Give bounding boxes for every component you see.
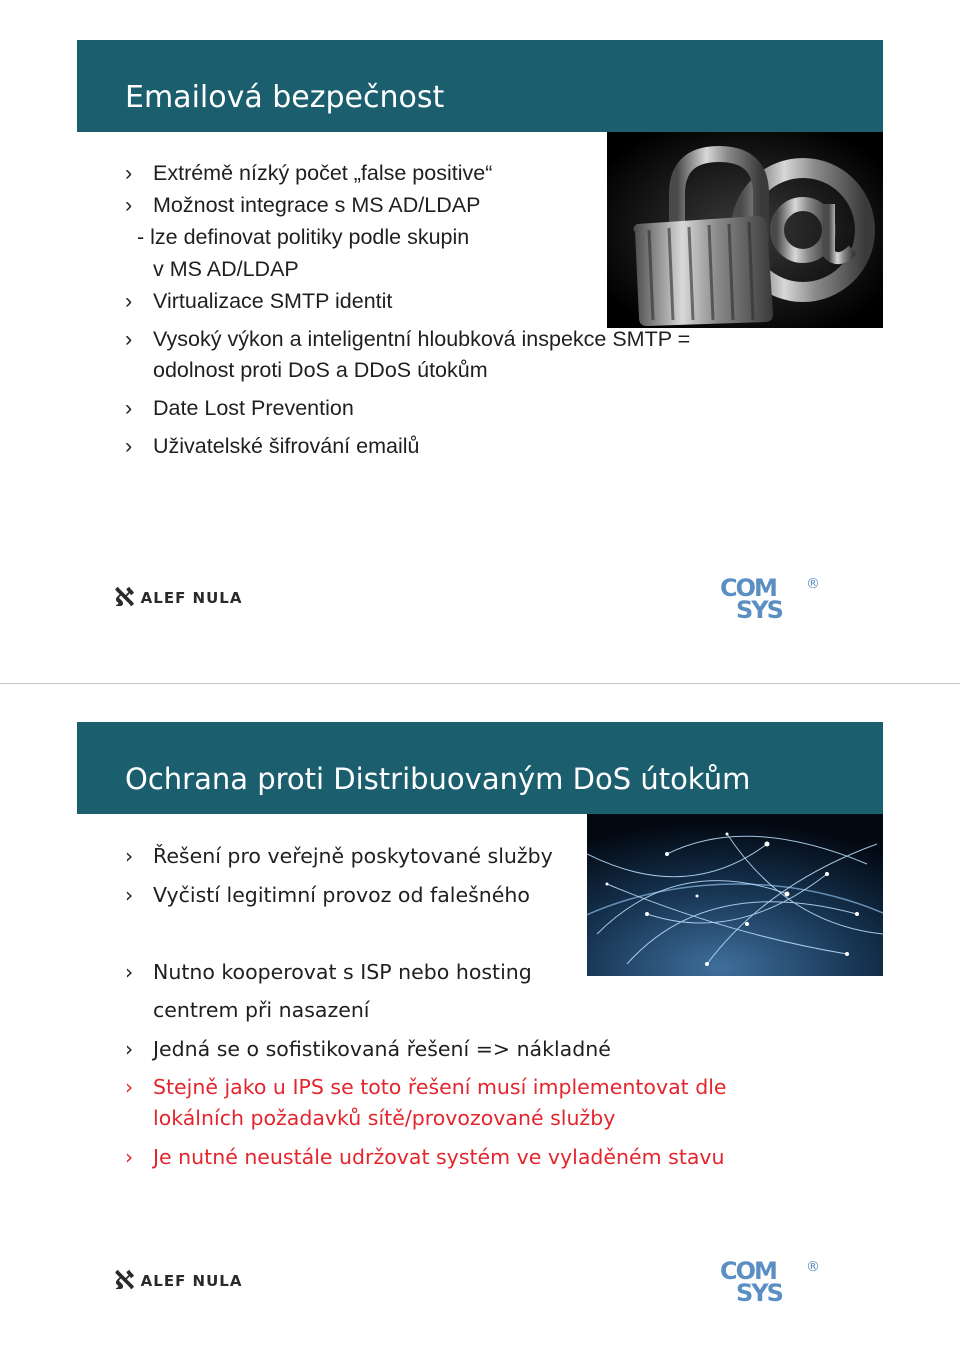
- svg-text:®: ®: [806, 1259, 820, 1275]
- svg-text:®: ®: [806, 576, 820, 592]
- slide-title-bar: [77, 40, 883, 132]
- list-item: › Vyčistí legitimní provoz od falešného: [125, 882, 530, 907]
- list-item: › Možnost integrace s MS AD/LDAP: [125, 193, 481, 217]
- list-item: [125, 914, 727, 953]
- svg-text:COM: COM: [720, 574, 776, 602]
- list-item: - lze definovat politiky podle skupin: [137, 225, 470, 249]
- list-item: › Jedná se o sofistikovaná řešení => nákladné: [125, 1036, 611, 1061]
- alef-mark-icon: ℵ: [114, 1266, 135, 1296]
- comsys-logo: [718, 1257, 822, 1303]
- list-item: › Řešení pro veřejně poskytované služby: [125, 844, 553, 868]
- list-item: › Date Lost Prevention: [125, 396, 354, 420]
- list-item: › Je nutné neustále udržovat systém ve vyladěném stavu: [125, 1145, 725, 1169]
- list-item: odolnost proti DoS a DDoS útokům: [153, 358, 488, 382]
- svg-text:SYS: SYS: [736, 1279, 782, 1303]
- slide-title: Emailová bezpečnost: [125, 80, 445, 115]
- list-item: › Stejně jako u IPS se toto řešení musí implementovat dle lokálních požadavků sítě/provozované služby: [125, 1075, 727, 1130]
- list-item: centrem při nasazení: [153, 998, 370, 1022]
- slide-2: [0, 683, 960, 1366]
- alef-nula-logo: ℵ ALEF NULA: [114, 1266, 243, 1296]
- list-item: v MS AD/LDAP: [153, 257, 299, 281]
- svg-text:COM: COM: [720, 1257, 776, 1285]
- list-item: › Vysoký výkon a inteligentní hloubková inspekce SMTP =: [125, 327, 691, 351]
- slide-1: [0, 0, 960, 683]
- slide-title: Ochrana proti Distribuovaným DoS útokům: [125, 762, 751, 796]
- list-item: › Extrémě nízký počet „false positive“: [125, 161, 493, 185]
- bullet-list: [125, 157, 690, 462]
- bullet-list: [125, 837, 727, 1177]
- list-item: › Nutno kooperovat s ISP nebo hosting: [125, 959, 532, 984]
- svg-text:SYS: SYS: [736, 596, 782, 620]
- list-item: › Uživatelské šifrování emailů: [125, 434, 420, 458]
- alef-nula-logo: ℵ ALEF NULA: [114, 583, 243, 613]
- list-item: › Virtualizace SMTP identit: [125, 289, 393, 313]
- comsys-logo: [718, 574, 822, 620]
- slide-title-bar: [77, 722, 883, 814]
- alef-mark-icon: ℵ: [114, 583, 135, 613]
